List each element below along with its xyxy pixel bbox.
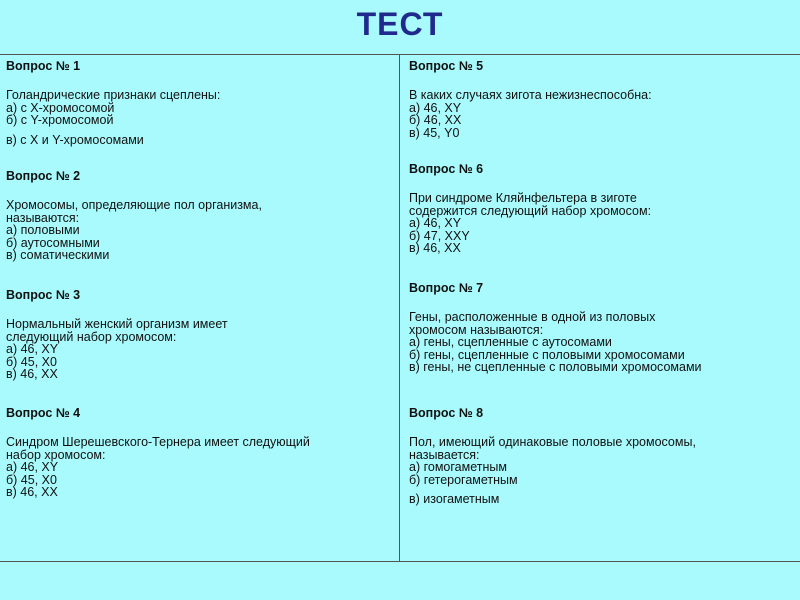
answer-option: а) 46, XY — [409, 216, 462, 230]
question-heading: Вопрос № 8 — [409, 406, 484, 420]
answer-option: в) гены, не сцепленные с половыми хромосомами — [409, 360, 702, 374]
question-text: Гены, расположенные в одной из половых — [409, 310, 656, 324]
answer-option: в) 46, ХХ — [6, 367, 58, 381]
answer-option: а) гомогаметным — [409, 460, 507, 474]
question-block — [409, 59, 796, 139]
question-text: Голандрические признаки сцеплены: — [6, 88, 221, 102]
page-title: ТЕСТ — [356, 6, 444, 42]
test-table — [0, 54, 800, 562]
answer-option: в) изогаметным — [409, 492, 500, 506]
question-heading: Вопрос № 4 — [6, 406, 81, 420]
question-text: В каких случаях зигота нежизнеспособна: — [409, 88, 652, 102]
answer-option: б) 45, Х0 — [6, 354, 57, 369]
answer-option: в) с Х и Y-хромосомами — [6, 132, 144, 147]
question-block — [409, 281, 796, 374]
question-heading: Вопрос № 7 — [409, 281, 484, 295]
question-text: следующий набор хромосом: — [6, 329, 177, 344]
question-text: Пол, имеющий одинаковые половые хромосомы, — [409, 435, 696, 449]
question-block — [6, 288, 395, 381]
right-column — [400, 55, 800, 561]
answer-option: б) 45, Х0 — [6, 472, 57, 487]
answer-option: в) соматическими — [6, 248, 110, 262]
answer-option: в) 46, ХХ — [6, 485, 58, 499]
answer-option: а) с Х-хромосомой — [6, 100, 115, 115]
answer-option: в) 46, ХХ — [409, 241, 461, 255]
answer-option: а) гены, сцепленные с аутосомами — [409, 335, 612, 349]
answer-option: а) 46, XY — [6, 460, 59, 474]
answer-option: а) половыми — [6, 223, 80, 237]
question-heading: Вопрос № 1 — [6, 59, 81, 73]
answer-option: б) гены, сцепленные с половыми хромосомами — [409, 347, 685, 362]
answer-option: а) 46, XY — [6, 342, 59, 356]
answer-option: в) 45, Y0 — [409, 125, 460, 140]
answer-option: а) 46, XY — [409, 100, 462, 115]
question-block — [409, 162, 796, 255]
question-heading: Вопрос № 3 — [6, 288, 81, 302]
question-text: Нормальный женский организм имеет — [6, 317, 228, 331]
answer-option: б) аутосомными — [6, 235, 100, 250]
question-text: хромосом называются: — [409, 322, 544, 337]
answer-option: б) 47, ХХY — [409, 228, 470, 243]
question-block — [409, 406, 796, 506]
answer-option: б) гетерогаметным — [409, 472, 518, 487]
question-block — [6, 406, 395, 499]
question-text: При синдроме Кляйнфельтера в зиготе — [409, 191, 637, 205]
question-text: Хромосомы, определяющие пол организма, — [6, 198, 262, 212]
question-heading: Вопрос № 2 — [6, 169, 81, 183]
question-block — [6, 59, 395, 146]
question-block — [6, 169, 395, 262]
question-heading: Вопрос № 5 — [409, 59, 484, 73]
question-text: Синдром Шерешевского-Тернера имеет следующий — [6, 435, 310, 449]
answer-option: б) 46, ХХ — [409, 113, 462, 127]
question-heading: Вопрос № 6 — [409, 162, 484, 176]
question-text: набор хромосом: — [6, 447, 106, 462]
question-text: содержится следующий набор хромосом: — [409, 203, 652, 218]
left-column — [0, 55, 400, 561]
question-text: называется: — [409, 447, 480, 462]
question-text: называются: — [6, 210, 80, 225]
answer-option: б) с Y-хромосомой — [6, 113, 114, 127]
